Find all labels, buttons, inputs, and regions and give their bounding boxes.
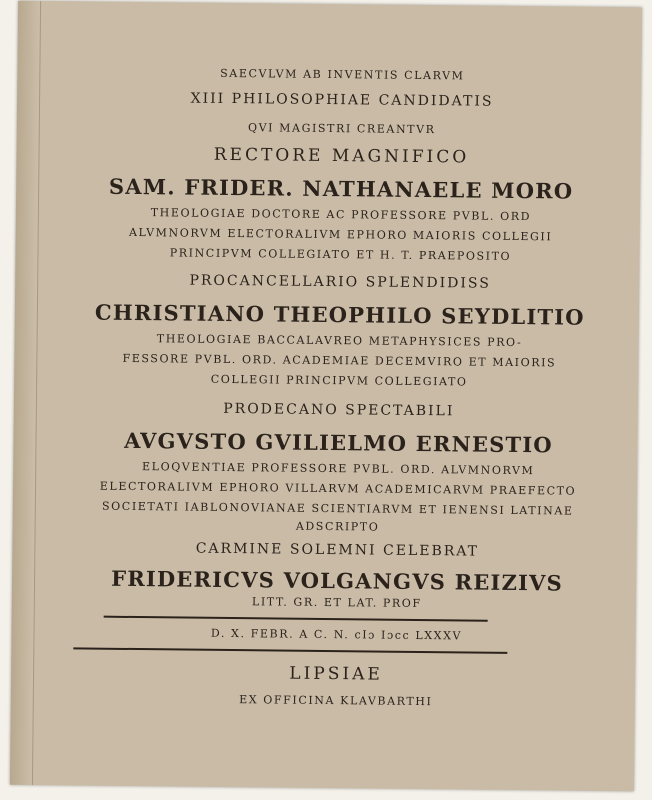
heading-line-2: XIII PHILOSOPHIAE CANDIDATIS xyxy=(190,90,494,110)
rule-bottom xyxy=(73,647,507,654)
prodecano-title: PRODECANO SPECTABILI xyxy=(223,400,455,420)
heading-line-1: SAECVLVM AB INVENTIS CLARVM xyxy=(220,66,465,83)
rector-desc-3: PRINCIPVM COLLEGIATO ET H. T. PRAEPOSITO xyxy=(169,246,512,263)
procancellario-desc-1: THEOLOGIAE BACCALAVREO METAPHYSICES PRO- xyxy=(156,332,523,350)
rule-top xyxy=(104,616,488,622)
title-page xyxy=(10,1,642,791)
rector-name: SAM. FRIDER. NATHANAELE MORO xyxy=(108,173,574,204)
date-line: D. X. FEBR. A C. N. cIɔ Iɔcc LXXXV xyxy=(210,626,463,643)
imprint-city: LIPSIAE xyxy=(289,663,383,685)
author-title: LITT. GR. ET LAT. PROF xyxy=(251,595,422,611)
imprint-printer: EX OFFICINA KLAVBARTHI xyxy=(239,693,433,709)
heading-line-3: QVI MAGISTRI CREANTVR xyxy=(247,121,436,137)
procancellario-title: PROCANCELLARIO SPLENDIDISS xyxy=(189,272,491,292)
author-name: FRIDERICVS VOLGANGVS REIZIVS xyxy=(111,565,564,596)
rector-desc-2: ALVMNORVM ELECTORALIVM EPHORO MAIORIS COLLEGII xyxy=(128,225,553,244)
prodecano-name: AVGVSTO GVILIELMO ERNESTIO xyxy=(124,427,553,458)
page-content xyxy=(10,1,642,791)
prodecano-desc-3: SOCIETATI IABLONOVIANAE SCIENTIARVM ET IENENSI LATINAE xyxy=(102,499,574,518)
procancellario-desc-2: FESSORE PVBL. ORD. ACADEMIAE DECEMVIRO ET MAIORIS xyxy=(122,351,557,370)
prodecano-desc-4: ADSCRIPTO xyxy=(295,519,380,534)
prodecano-desc-1: ELOQVENTIAE PROFESSORE PVBL. ORD. ALVMNORVM xyxy=(142,460,535,478)
procancellario-desc-3: COLLEGII PRINCIPVM COLLEGIATO xyxy=(210,372,468,389)
prodecano-desc-2: ELECTORALIVM EPHORO VILLARVM ACADEMICARVM PRAEFECTO xyxy=(99,479,577,498)
rector-title: RECTORE MAGNIFICO xyxy=(213,144,470,168)
rector-desc-1: THEOLOGIAE DOCTORE AC PROFESSORE PVBL. ORD xyxy=(150,206,532,224)
procancellario-name: CHRISTIANO THEOPHILO SEYDLITIO xyxy=(94,299,585,330)
carmine-line: CARMINE SOLEMNI CELEBRAT xyxy=(195,540,480,560)
